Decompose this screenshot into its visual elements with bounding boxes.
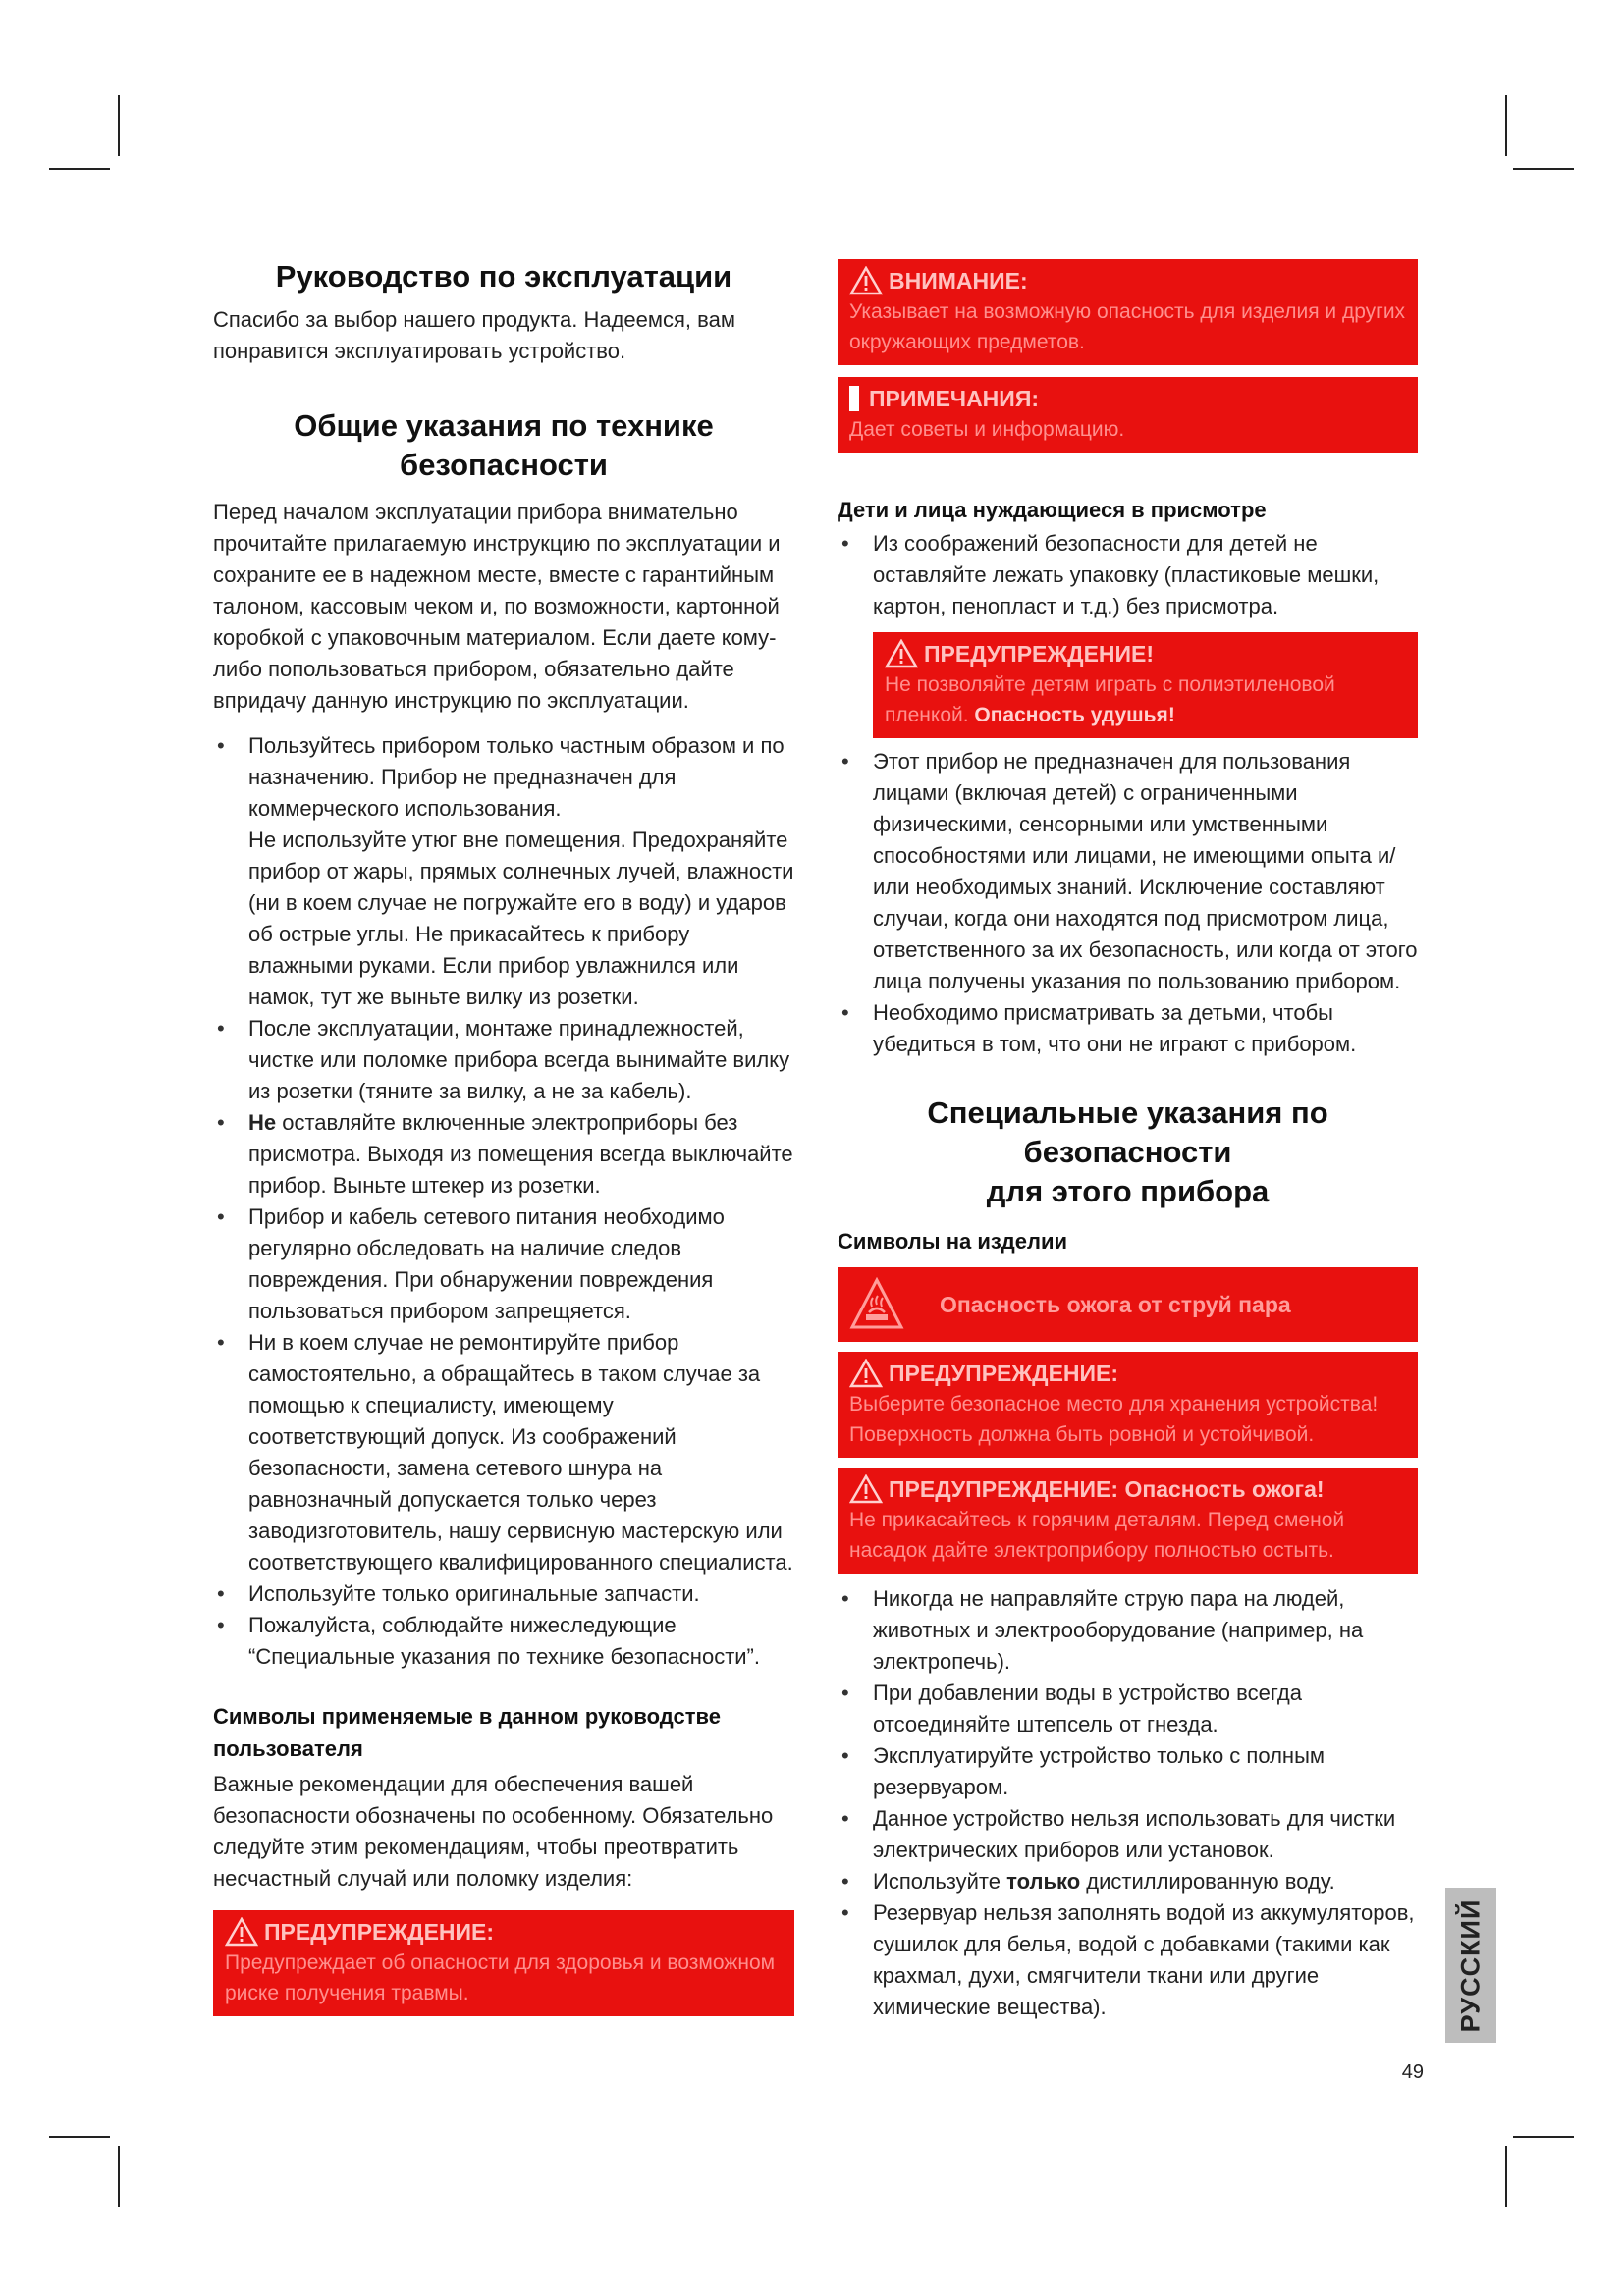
list-item [213, 1107, 794, 1201]
special-heading-line1: Специальные указания по безопасности [927, 1095, 1328, 1169]
children-list [838, 528, 1418, 1060]
crop-mark [118, 2146, 120, 2207]
burn-warning-head [849, 1473, 1406, 1505]
note-legend-box [838, 377, 1418, 453]
safety-intro: Перед началом эксплуатации прибора внимательно прочитайте прилагаемую инструкцию по эксплуатации и сохраните ее в надежном месте, вместе с гарантийным талоном, кассовым чеком и, по возможности, картонной коробкой с упаковочным материалом. Если даете кому-либо попользоваться прибором, обязательно дайте впридачу данную инструкцию по эксплуатации. [213, 500, 781, 713]
burn-warning-title: ПРЕДУПРЕЖДЕНИЕ: Опасность ожога! [889, 1476, 1325, 1502]
product-symbols-heading: Символы на изделии [838, 1229, 1068, 1254]
children-warning-title: ПРЕДУПРЕЖДЕНИЕ! [924, 641, 1155, 667]
crop-mark [1513, 2136, 1574, 2138]
bullet-text: Пользуйтесь прибором только частным образом и по назначению. Прибор не предназначен для коммерческого использования. [248, 733, 785, 821]
bullet-text: Пожалуйста, соблюдайте нижеследующие “Специальные указания по технике безопасности”. [248, 1613, 760, 1669]
children-warning-bold: Опасность удушья! [974, 704, 1175, 726]
crop-mark [1513, 168, 1574, 170]
bullet-text: При добавлении воды в устройство всегда отсоединяйте штепсель от гнезда. [873, 1681, 1302, 1736]
warning-legend-title: ПРЕДУПРЕЖДЕНИЕ: [264, 1919, 495, 1945]
storage-warning-title: ПРЕДУПРЕЖДЕНИЕ: [889, 1361, 1119, 1386]
list-item [838, 1583, 1418, 1678]
list-item [838, 746, 1418, 997]
crop-mark [118, 95, 120, 156]
list-item [838, 1678, 1418, 1740]
warning-triangle-icon [885, 639, 918, 668]
storage-warning-head [849, 1358, 1406, 1389]
warning-legend-head [225, 1916, 783, 1948]
bullet-text: Необходимо присматривать за детьми, чтобы убедиться в том, что они не играют с прибором. [873, 1000, 1357, 1056]
bullet-text: Используйте только оригинальные запчасти. [248, 1581, 700, 1606]
special-heading-line2: для этого прибора [986, 1174, 1270, 1208]
crop-mark [1505, 2146, 1507, 2207]
note-legend-title: ПРИМЕЧАНИЯ: [869, 386, 1040, 411]
warning-triangle-icon [849, 1359, 883, 1388]
language-tab [1445, 1888, 1496, 2043]
info-icon [849, 386, 859, 411]
steam-symbol-box [838, 1267, 1418, 1342]
bullet-text: оставляйте включенные электроприборы без присмотра. Выходя из помещения всегда выключайте прибор. Выньте штекер из розетки. [248, 1110, 793, 1198]
burn-warning-body: Не прикасайтесь к горячим деталям. Перед сменой насадок дайте электроприбору полностью остыть. [849, 1509, 1345, 1562]
list-item [838, 1897, 1418, 2023]
bullet-text: Используйте [873, 1869, 1007, 1894]
symbols-text: Важные рекомендации для обеспечения вашей безопасности обозначены по особенному. Обязательно следуйте этим рекомендациям, чтобы преотвратить несчастный случай или поломку изделия: [213, 1772, 774, 1891]
note-legend-body: Дает советы и информацию. [849, 418, 1125, 441]
intro-text: Спасибо за выбор нашего продукта. Надеемся, вам понравится эксплуатировать устройство. [213, 307, 735, 363]
list-item [213, 1610, 794, 1673]
bullet-text: Прибор и кабель сетевого питания необходимо регулярно обследовать на наличие следов повреждения. При обнаружении повреждения пользоваться прибором запрещяется. [248, 1204, 725, 1323]
list-item [838, 528, 1418, 738]
bullet-text: Данное устройство нельзя использовать для чистки электрических приборов или установок. [873, 1806, 1396, 1862]
safety-heading: Общие указания по технике безопасности [294, 408, 714, 482]
list-item [213, 730, 794, 1013]
list-item [213, 1201, 794, 1327]
special-heading [838, 1094, 1418, 1211]
warning-legend-body: Предупреждает об опасности для здоровья и возможном риске получения травмы. [225, 1951, 776, 2004]
bullet-text: Эксплуатируйте устройство только с полным резервуаром. [873, 1743, 1326, 1799]
storage-warning-box [838, 1352, 1418, 1458]
children-heading: Дети и лица нуждающиеся в присмотре [838, 498, 1267, 522]
crop-mark [49, 2136, 110, 2138]
safety-list [213, 730, 794, 1673]
left-column [213, 257, 794, 2016]
bullet-text: Никогда не направляйте струю пара на людей, животных и электрооборудование (например, на электропечь). [873, 1586, 1364, 1674]
crop-mark [49, 168, 110, 170]
attention-legend-head [849, 265, 1406, 296]
children-warning-text: Не позволяйте детям играть с полиэтиленовой пленкой. [885, 673, 1335, 726]
list-item [838, 1866, 1418, 1897]
warning-triangle-icon [225, 1917, 258, 1947]
special-list [838, 1583, 1418, 2023]
warning-legend-box [213, 1910, 794, 2016]
bullet-text: После эксплуатации, монтаже принадлежностей, чистке или поломке прибора всегда вынимайте вилку из розетки (тяните за вилку, а не за кабель). [248, 1016, 790, 1103]
burn-warning-box [838, 1468, 1418, 1574]
list-item [213, 1013, 794, 1107]
note-legend-head [849, 383, 1406, 414]
children-warning-head [885, 638, 1406, 669]
symbols-heading: Символы применяемые в данном руководстве пользователя [213, 1704, 721, 1761]
attention-legend-body: Указывает на возможную опасность для изделия и других окружающих предметов. [849, 300, 1406, 353]
attention-legend-title: ВНИМАНИЕ: [889, 268, 1028, 294]
list-item [838, 1740, 1418, 1803]
bullet-text: Этот прибор не предназначен для пользования лицами (включая детей) с ограниченными физическими, сенсорными или умственными способностями или лицами, не имеющими опыта и/или необходимых знаний. Исключение составляют случаи, когда они находятся под присмотром лица, ответственного за их безопасность, или когда от этого лица получены указания по пользованию прибором. [873, 749, 1418, 993]
page-number: 49 [1401, 2061, 1424, 2083]
steam-symbol-label: Опасность ожога от струй пара [940, 1291, 1291, 1317]
bullet-text: Из соображений безопасности для детей не оставляйте лежать упаковку (пластиковые мешки, картон, пенопласт и т.д.) без присмотра. [873, 531, 1380, 618]
attention-legend-box [838, 259, 1418, 365]
warning-triangle-icon [849, 1474, 883, 1504]
bullet-text: дистиллированную воду. [1080, 1869, 1335, 1894]
children-warning-body [885, 669, 1406, 730]
language-tab-label: РУССКИЙ [1455, 1898, 1486, 2032]
storage-warning-body: Выберите безопасное место для хранения устройства! Поверхность должна быть ровной и устойчивой. [849, 1393, 1379, 1446]
bullet-text: Резервуар нельзя заполнять водой из аккумуляторов, сушилок для белья, водой с добавками (такими как крахмал, духи, смягчители ткани или другие химические вещества). [873, 1900, 1415, 2019]
right-column [838, 259, 1418, 2023]
warning-triangle-icon [849, 266, 883, 295]
page-title: Руководство по эксплуатации [275, 259, 732, 294]
crop-mark [1505, 95, 1507, 156]
list-item [213, 1578, 794, 1610]
bullet-extra-text: Не используйте утюг вне помещения. Предохраняйте прибор от жары, прямых солнечных лучей, влажности (ни в коем случае не погружайте его в воду) и ударов об острые углы. Не прикасайтесь к прибору влажными руками. Если прибор увлажнился или намок, тут же выньте вилку из розетки. [248, 828, 794, 1009]
list-item [213, 1327, 794, 1578]
bullet-bold: только [1006, 1869, 1081, 1894]
children-warning-box [873, 632, 1418, 738]
steam-burn-icon [849, 1277, 904, 1332]
bullet-bold: Не [248, 1110, 277, 1135]
bullet-text: Ни в коем случае не ремонтируйте прибор самостоятельно, а обращайтесь в таком случае за помощью к специалисту, имеющему соответствующий допуск. Из соображений безопасности, замена сетевого шнура на равнозначный допускается только через заводизготовитель, нашу сервисную мастерскую или соответствующего квалифицированного специалиста. [248, 1330, 793, 1575]
list-item [838, 1803, 1418, 1866]
list-item [838, 997, 1418, 1060]
